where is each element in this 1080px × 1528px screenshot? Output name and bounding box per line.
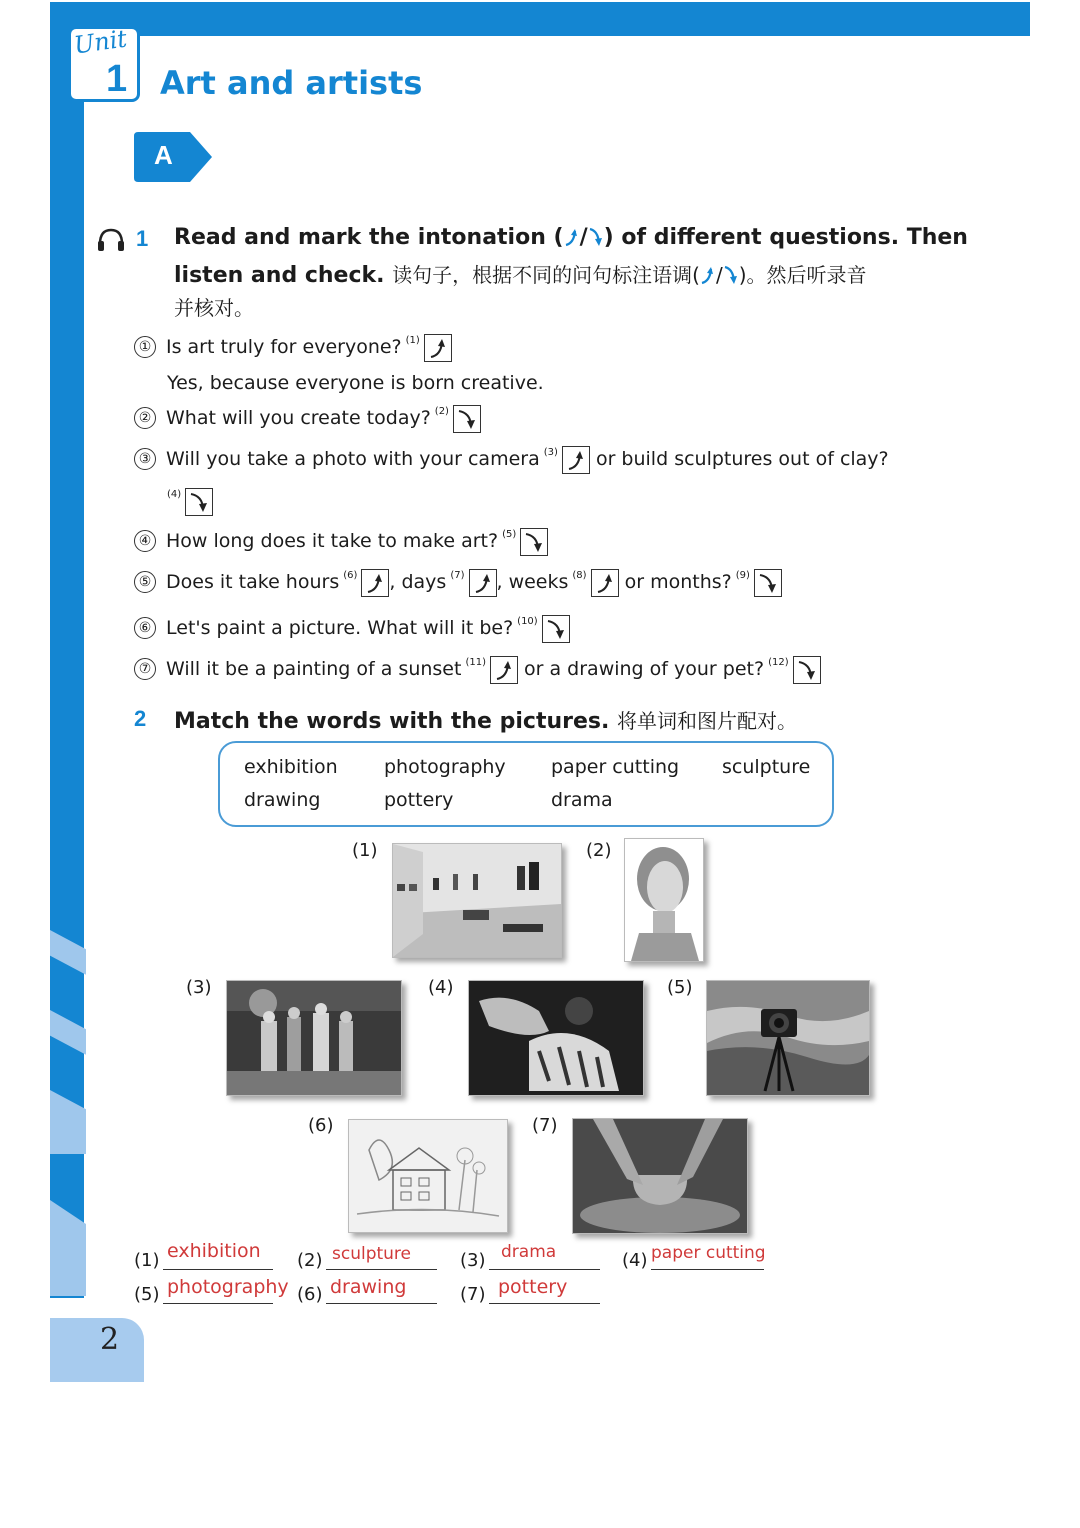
top-banner (50, 2, 1030, 36)
paper-cutting-photo (468, 980, 644, 1096)
question-item (134, 405, 481, 433)
blank-number: (6) (343, 570, 358, 581)
question-text: Let's paint a picture. What will it be? (166, 617, 514, 639)
word-bank (218, 741, 834, 827)
question-text: Does it take hours (166, 571, 340, 593)
blank-number: (10) (517, 616, 538, 627)
exercise-number: 1 (136, 226, 149, 251)
blank-number: (9) (735, 570, 750, 581)
falling-arrow-icon (188, 491, 210, 513)
instruction-text: listen and check. (174, 263, 385, 288)
question-text: What will you create today? (166, 407, 431, 429)
answer-label: (3) (460, 1250, 486, 1271)
question-text: , weeks (496, 571, 569, 593)
intonation-box[interactable] (542, 615, 570, 643)
item-marker: ⑤ (134, 571, 156, 593)
instruction-cn-text: 将单词和图片配对。 (617, 709, 798, 733)
headphones-icon[interactable] (96, 226, 126, 252)
drawing-photo (348, 1119, 508, 1233)
answer-text: drama (501, 1242, 557, 1262)
intonation-box[interactable] (185, 488, 213, 516)
answer-underline (326, 1269, 437, 1270)
word-bank-item: drama (551, 789, 613, 811)
picture-label: (1) (352, 840, 378, 861)
instruction-slash: / (716, 263, 723, 287)
blank-number: (7) (450, 570, 465, 581)
question-item (134, 569, 782, 597)
blank-number: (5) (502, 529, 517, 540)
exercise-instruction (174, 705, 797, 734)
question-text: , days (389, 571, 447, 593)
item-marker: ② (134, 407, 156, 429)
falling-arrow-icon (796, 659, 818, 681)
unit-word: Unit (72, 24, 129, 60)
instruction-cn-text: )。然后听录音 (738, 263, 867, 287)
section-label: A (154, 140, 173, 170)
intonation-box[interactable] (469, 569, 497, 597)
word-bank-item: photography (384, 756, 506, 778)
falling-arrow-icon (588, 225, 604, 250)
word-bank-item: pottery (384, 789, 454, 811)
page-number: 2 (100, 1322, 120, 1357)
instruction-text: Read and mark the intonation ( (174, 225, 564, 250)
picture-label: (4) (428, 977, 454, 998)
answer-text: paper cutting (651, 1243, 766, 1263)
rising-arrow-icon (700, 263, 716, 288)
unit-title: Art and artists (160, 64, 423, 102)
instruction-text: Match the words with the pictures. (174, 709, 610, 734)
question-item-cont (167, 488, 213, 516)
question-item (134, 528, 548, 556)
intonation-box[interactable] (591, 569, 619, 597)
intonation-box[interactable] (754, 569, 782, 597)
instruction-text: ) of different questions. Then (603, 225, 968, 250)
question-item (134, 446, 889, 474)
blank-number: (4) (167, 489, 182, 500)
rising-arrow-icon (472, 572, 494, 594)
rising-arrow-icon (564, 225, 580, 250)
item-marker: ⑥ (134, 617, 156, 639)
rising-arrow-icon (493, 659, 515, 681)
rising-arrow-icon (565, 449, 587, 471)
answer-label: (5) (134, 1284, 160, 1305)
rising-arrow-icon (364, 572, 386, 594)
page-number-tab (50, 1318, 144, 1382)
question-text: or months? (624, 571, 732, 593)
question-text: Will it be a painting of a sunset (166, 658, 462, 680)
photography-photo (706, 980, 870, 1096)
answer-underline (489, 1303, 600, 1304)
answer-underline (651, 1269, 764, 1270)
answer-sentence: Yes, because everyone is born creative. (167, 372, 544, 394)
item-marker: ① (134, 336, 156, 358)
intonation-box[interactable] (520, 528, 548, 556)
question-item (134, 615, 570, 643)
answer-text: drawing (330, 1276, 407, 1298)
exercise-number: 2 (134, 706, 147, 731)
answer-label: (4) (622, 1250, 648, 1271)
word-bank-item: drawing (244, 789, 321, 811)
intonation-box[interactable] (424, 334, 452, 362)
intonation-box[interactable] (453, 405, 481, 433)
question-text: How long does it take to make art? (166, 530, 499, 552)
item-marker: ④ (134, 530, 156, 552)
blank-number: (2) (434, 406, 449, 417)
blank-number: (12) (768, 657, 789, 668)
question-text: Will you take a photo with your camera (166, 448, 540, 470)
exhibition-photo (392, 843, 562, 958)
drama-photo (226, 980, 402, 1096)
exercise-instruction (174, 225, 968, 250)
answer-underline (163, 1303, 273, 1304)
answer-label: (6) (297, 1284, 323, 1305)
picture-label: (3) (186, 977, 212, 998)
falling-arrow-icon (545, 618, 567, 640)
picture-label: (7) (532, 1115, 558, 1136)
answer-underline (163, 1269, 273, 1270)
question-text: or a drawing of your pet? (524, 658, 765, 680)
instruction-slash: / (579, 225, 588, 250)
sculpture-photo (624, 838, 704, 962)
picture-label: (5) (667, 977, 693, 998)
section-tag (134, 132, 212, 182)
item-marker: ⑦ (134, 658, 156, 680)
rising-arrow-icon (427, 337, 449, 359)
question-item (134, 334, 452, 362)
answer-label: (7) (460, 1284, 486, 1305)
exercise-instruction-line2 (174, 259, 867, 288)
falling-arrow-icon (523, 531, 545, 553)
question-text: or build sculptures out of clay? (595, 448, 889, 470)
falling-arrow-icon (723, 263, 739, 288)
intonation-box[interactable] (562, 446, 590, 474)
blank-number: (8) (572, 570, 587, 581)
question-item (134, 656, 821, 684)
blank-number: (11) (465, 657, 486, 668)
picture-label: (6) (308, 1115, 334, 1136)
answer-underline (326, 1303, 437, 1304)
answer-label: (1) (134, 1250, 160, 1271)
answer-text: photography (167, 1276, 289, 1298)
instruction-cn-line3: 并核对。 (174, 296, 254, 320)
intonation-box[interactable] (361, 569, 389, 597)
item-marker: ③ (134, 448, 156, 470)
word-bank-item: sculpture (722, 756, 811, 778)
answer-text: sculpture (332, 1244, 412, 1264)
answer-label: (2) (297, 1250, 323, 1271)
picture-label: (2) (586, 840, 612, 861)
rising-arrow-icon (594, 572, 616, 594)
pottery-photo (572, 1118, 748, 1234)
intonation-box[interactable] (490, 656, 518, 684)
question-text: Is art truly for everyone? (166, 336, 402, 358)
falling-arrow-icon (456, 408, 478, 430)
answer-text: pottery (498, 1276, 568, 1298)
blank-number: (3) (543, 447, 558, 458)
falling-arrow-icon (757, 572, 779, 594)
unit-number: 1 (106, 58, 128, 100)
intonation-box[interactable] (793, 656, 821, 684)
instruction-cn-text: 读句子，根据不同的问句标注语调( (392, 263, 700, 287)
word-bank-item: exhibition (244, 756, 338, 778)
answer-text: exhibition (167, 1240, 261, 1262)
word-bank-item: paper cutting (551, 756, 680, 778)
answer-underline (489, 1269, 600, 1270)
blank-number: (1) (405, 335, 420, 346)
